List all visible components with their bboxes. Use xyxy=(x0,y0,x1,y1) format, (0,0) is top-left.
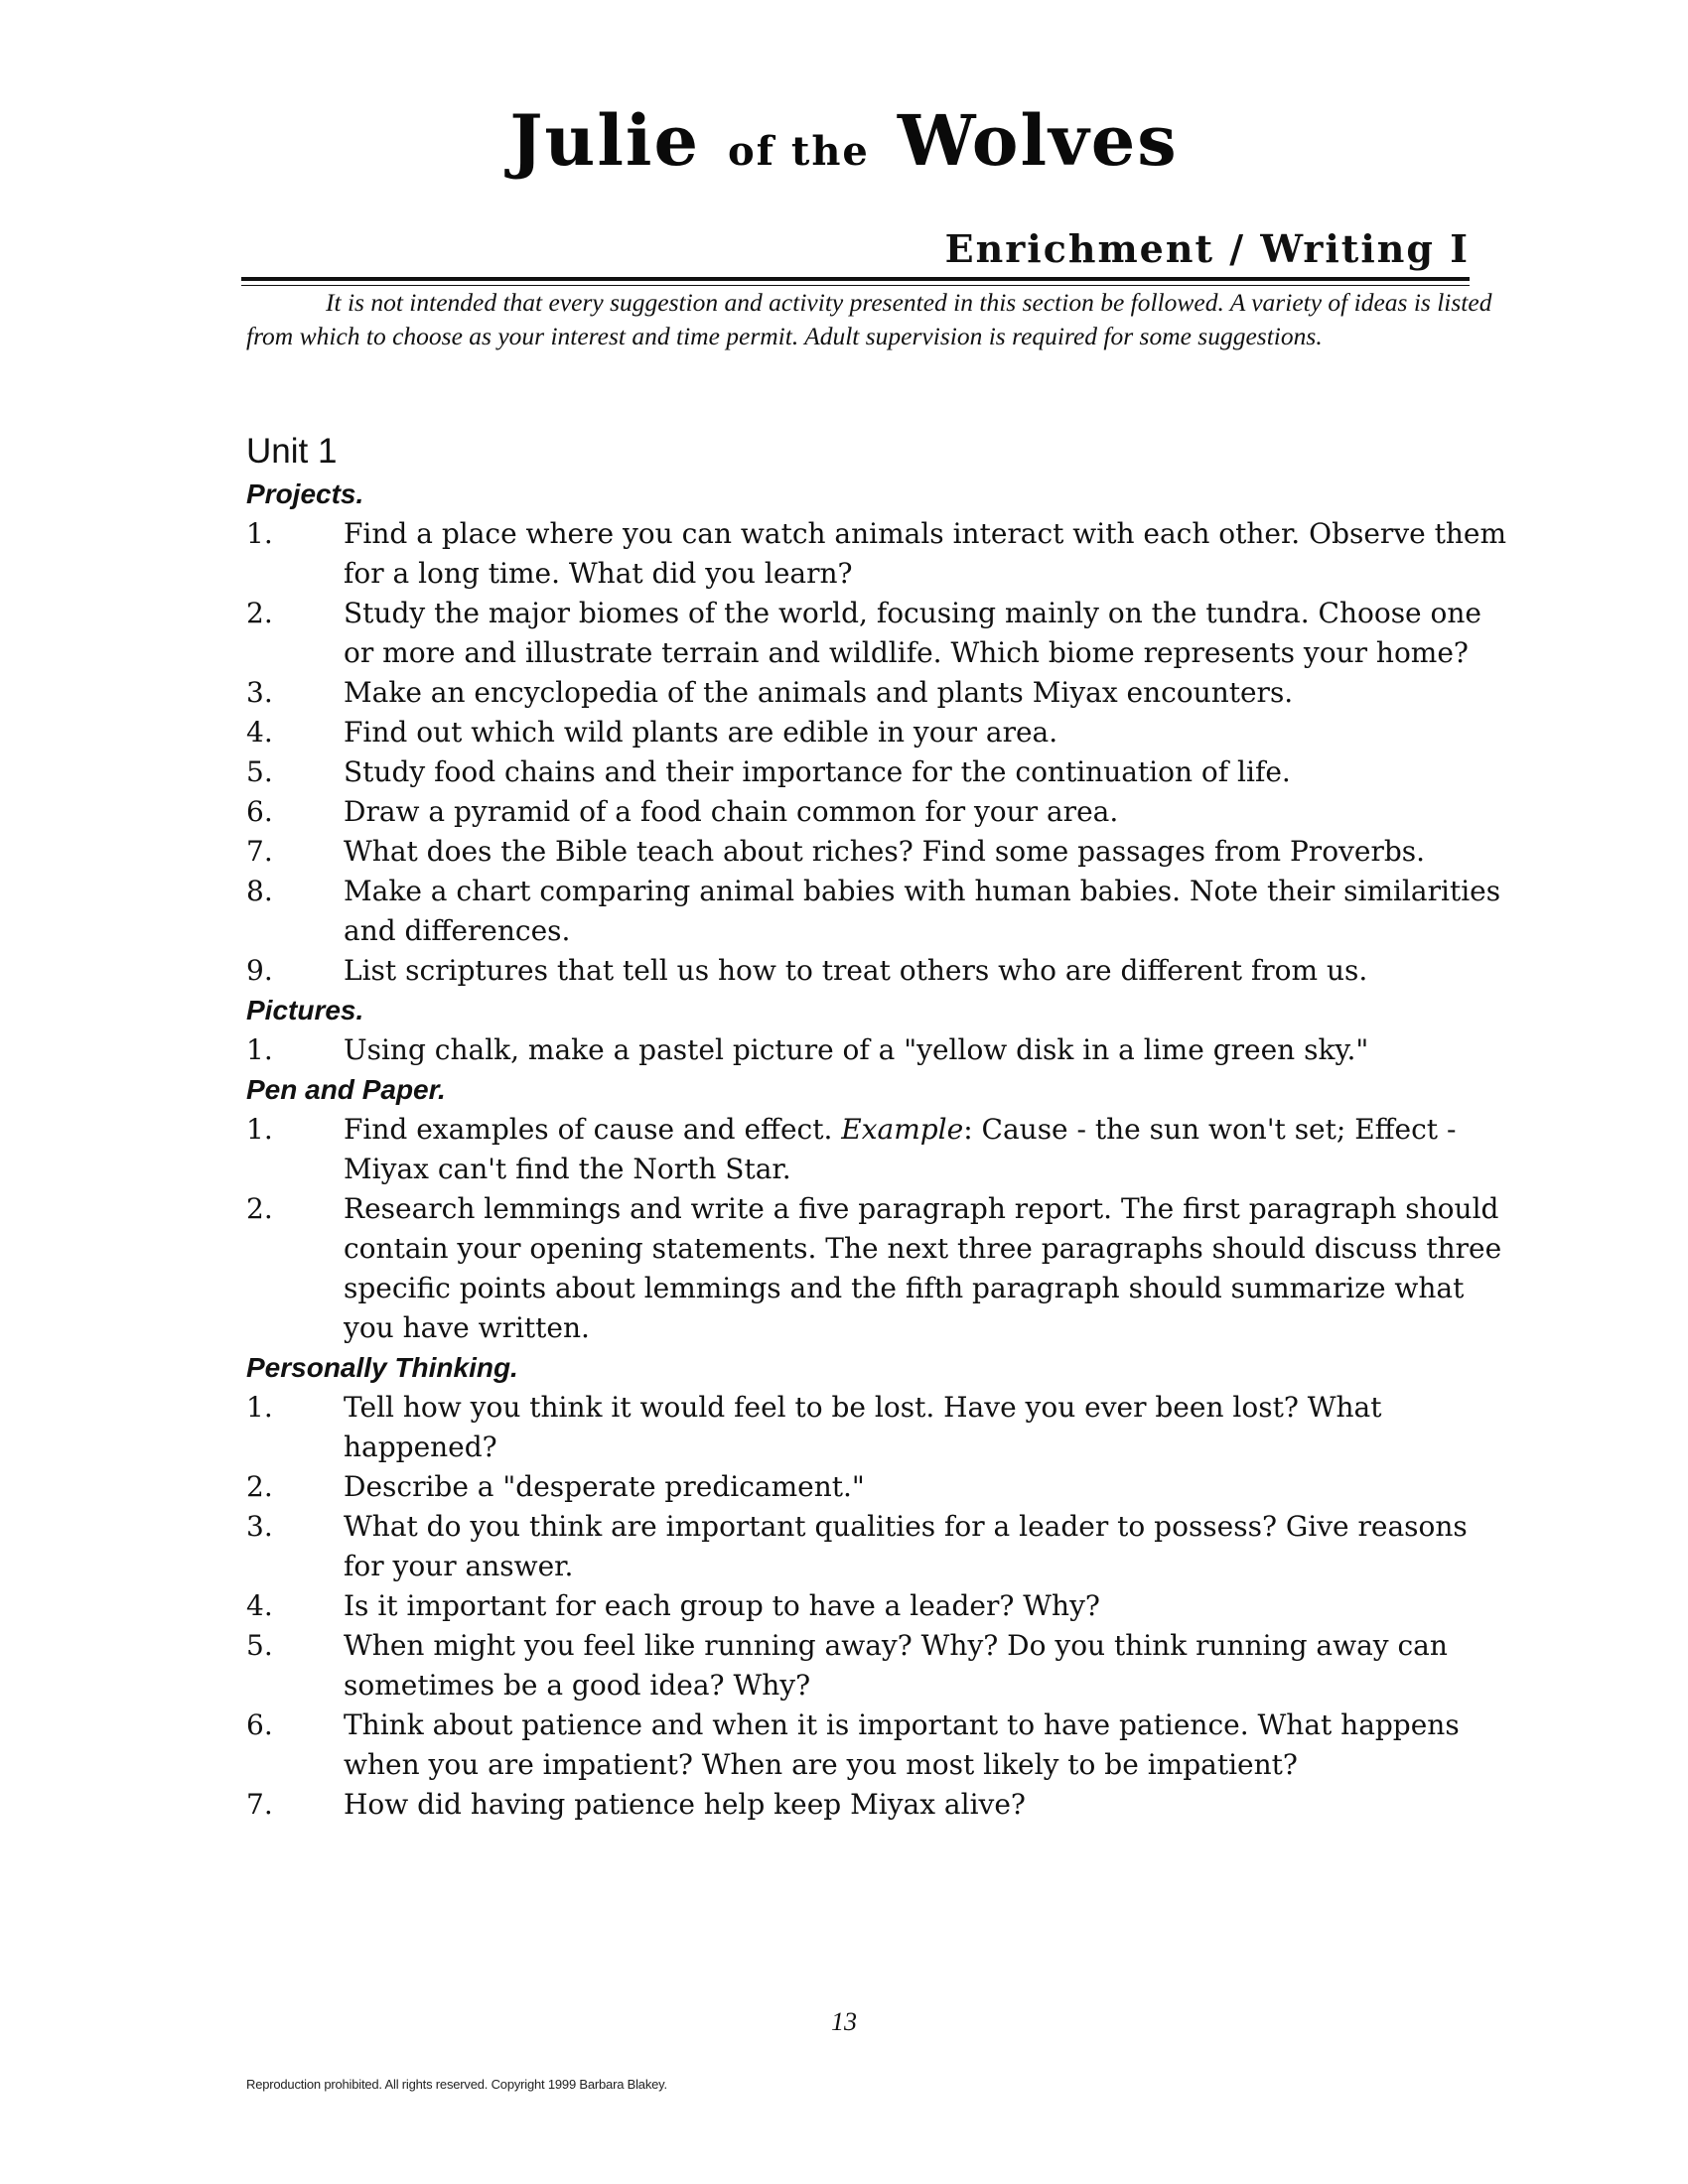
item-text: Make a chart comparing animal babies with human babies. Note their similarities and differences. xyxy=(344,875,1501,947)
intro-note xyxy=(246,286,1499,353)
item-text: Find examples of cause and effect. xyxy=(344,1113,842,1146)
item-text: List scriptures that tell us how to treat others who are different from us. xyxy=(344,954,1368,987)
list-item xyxy=(246,872,1512,951)
item-number: 3. xyxy=(246,676,273,709)
section-subtitle: Enrichment / Writing I xyxy=(944,226,1470,271)
item-number: 2. xyxy=(246,1192,273,1225)
sections-container xyxy=(246,475,1512,1825)
activity-list xyxy=(246,1388,1512,1825)
item-text: Draw a pyramid of a food chain common for your area. xyxy=(344,795,1119,828)
list-item xyxy=(246,792,1512,832)
list-item xyxy=(246,713,1512,752)
item-text: Using chalk, make a pastel picture of a "yellow disk in a lime green sky." xyxy=(344,1033,1369,1066)
list-item xyxy=(246,832,1512,872)
section-heading: Pictures. xyxy=(246,995,364,1025)
item-text: : Cause - the sun won't set; Effect - Miyax can't find the North Star. xyxy=(344,1113,1457,1185)
list-item xyxy=(246,951,1512,991)
item-text: Study food chains and their importance for the continuation of life. xyxy=(344,755,1291,788)
item-number: 2. xyxy=(246,597,273,629)
item-number: 1. xyxy=(246,1033,273,1066)
item-text: Tell how you think it would feel to be lost. Have you ever been lost? What happened? xyxy=(344,1391,1382,1463)
list-item xyxy=(246,1388,1512,1467)
item-text: Make an encyclopedia of the animals and plants Miyax encounters. xyxy=(344,676,1294,709)
item-number: 4. xyxy=(246,1589,273,1622)
list-item xyxy=(246,594,1512,673)
item-number: 1. xyxy=(246,517,273,550)
page-number: 13 xyxy=(831,2007,857,2036)
item-number: 6. xyxy=(246,1708,273,1741)
item-number: 7. xyxy=(246,1788,273,1821)
item-text: Think about patience and when it is important to have patience. What happens when you are impatient? When are you most likely to be impatient? xyxy=(344,1708,1460,1781)
title-word-julie: Julie xyxy=(509,99,701,182)
item-text: When might you feel like running away? Why? Do you think running away can sometimes be a good idea? Why? xyxy=(344,1629,1448,1702)
list-item xyxy=(246,1785,1512,1825)
list-item xyxy=(246,752,1512,792)
section-heading: Personally Thinking. xyxy=(246,1352,518,1383)
item-emphasis: Example xyxy=(841,1113,964,1146)
item-number: 9. xyxy=(246,954,273,987)
item-number: 6. xyxy=(246,795,273,828)
list-item xyxy=(246,1467,1512,1507)
intro-text: It is not intended that every suggestion and activity presented in this section be followed. A variety of ideas is listed from which to choose as your interest and time permit. Adult supervision is required for some suggestions. xyxy=(246,288,1492,350)
section-heading: Pen and Paper. xyxy=(246,1074,446,1105)
book-title xyxy=(0,99,1688,182)
section-heading: Projects. xyxy=(246,478,364,509)
item-number: 2. xyxy=(246,1470,273,1503)
item-number: 8. xyxy=(246,875,273,907)
item-number: 1. xyxy=(246,1391,273,1424)
list-item xyxy=(246,1507,1512,1586)
item-text: Is it important for each group to have a leader? Why? xyxy=(344,1589,1100,1622)
title-word-wolves: Wolves xyxy=(897,99,1179,182)
unit-heading: Unit 1 xyxy=(246,432,338,471)
list-item xyxy=(246,1189,1512,1348)
activity-list xyxy=(246,514,1512,991)
title-word-of-the: of the xyxy=(728,128,870,175)
item-text: How did having patience help keep Miyax alive? xyxy=(344,1788,1026,1821)
list-item xyxy=(246,1626,1512,1706)
list-item xyxy=(246,1110,1512,1189)
item-text: Study the major biomes of the world, focusing mainly on the tundra. Choose one or more and illustrate terrain and wildlife. Which biome represents your home? xyxy=(344,597,1481,669)
activity-list xyxy=(246,1110,1512,1348)
item-number: 3. xyxy=(246,1510,273,1543)
activity-content xyxy=(246,429,1512,1825)
heading-rule-thick xyxy=(241,277,1470,281)
item-text: What does the Bible teach about riches? Find some passages from Proverbs. xyxy=(344,835,1426,868)
item-text: Research lemmings and write a five paragraph report. The first paragraph should contain your opening statements. The next three paragraphs should discuss three specific points about lemmings and the fifth paragraph should summarize what you have written. xyxy=(344,1192,1502,1344)
activity-list xyxy=(246,1030,1512,1070)
item-text: What do you think are important qualities for a leader to possess? Give reasons for your answer. xyxy=(344,1510,1468,1582)
copyright-footer: Reproduction prohibited. All rights reserved. Copyright 1999 Barbara Blakey. xyxy=(246,2077,667,2092)
list-item xyxy=(246,514,1512,594)
item-number: 1. xyxy=(246,1113,273,1146)
item-text: Describe a "desperate predicament." xyxy=(344,1470,865,1503)
item-text: Find a place where you can watch animals interact with each other. Observe them for a long time. What did you learn? xyxy=(344,517,1507,590)
list-item xyxy=(246,1586,1512,1626)
list-item xyxy=(246,1706,1512,1785)
item-number: 5. xyxy=(246,755,273,788)
item-number: 7. xyxy=(246,835,273,868)
item-text: Find out which wild plants are edible in your area. xyxy=(344,716,1058,749)
list-item xyxy=(246,1030,1512,1070)
list-item xyxy=(246,673,1512,713)
item-number: 4. xyxy=(246,716,273,749)
item-number: 5. xyxy=(246,1629,273,1662)
